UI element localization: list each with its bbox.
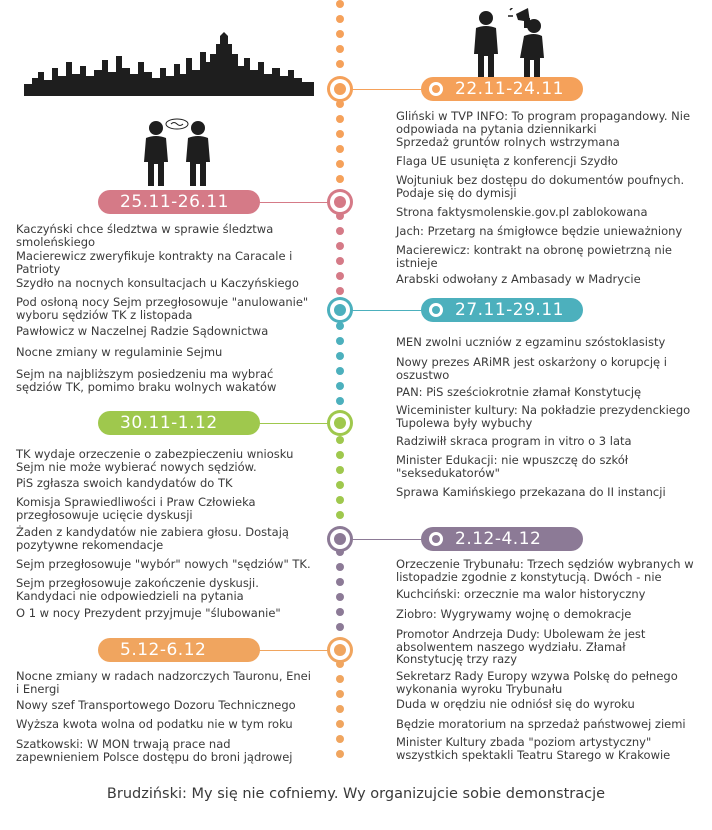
timeline-dot xyxy=(336,593,344,601)
timeline-dot xyxy=(336,705,344,713)
timeline-dot xyxy=(336,272,344,280)
timeline-dot xyxy=(336,227,344,235)
timeline-event: Sejm na najbliższym posiedzeniu ma wybrać sędziów TK, pomimo braku wolnych wakatów xyxy=(16,367,277,394)
period-label xyxy=(98,190,260,214)
timeline-event: Jach: Przetarg na śmigłowce będzie unieważniony xyxy=(396,224,683,238)
timeline-event: PAN: PiS sześciokrotnie złamał Konstytucję xyxy=(396,385,642,399)
timeline-connector xyxy=(352,539,422,540)
footer-quote: Brudziński: My się nie cofniemy. Wy organizujcie sobie demonstracje xyxy=(106,786,606,802)
timeline-dot xyxy=(336,242,344,250)
timeline-dot xyxy=(336,30,344,38)
timeline-event: Macierewicz zweryfikuje kontrakty na Caracale i Patrioty xyxy=(16,249,293,276)
people-megaphone-icon xyxy=(470,8,560,80)
period-marker-icon xyxy=(429,303,443,317)
timeline-dot xyxy=(336,720,344,728)
timeline-event: Promotor Andrzeja Dudy: Ubolewam że jest absolwentem naszego wydziału. Złamał Konstytucję trzy razy xyxy=(396,627,646,666)
timeline-connector xyxy=(258,423,328,424)
timeline-event: Minister Kultury zbada "poziom artystyczny" wszystkich spektakli Teatru Starego w Krakowie xyxy=(396,735,671,762)
timeline-event: Komisja Sprawiedliwości i Praw Człowieka przegłosowuje ucięcie dyskusji xyxy=(16,495,256,522)
timeline-dot xyxy=(336,45,344,53)
timeline-event: Żaden z kandydatów nie zabiera głosu. Dostają pozytywne rekomendacje xyxy=(16,525,289,552)
timeline-connector xyxy=(352,89,422,90)
timeline-event: Minister Edukacji: nie wpuszczę do szkół "seksedukatorów" xyxy=(396,453,629,480)
timeline-dot xyxy=(336,675,344,683)
period-label xyxy=(98,411,260,435)
timeline-dot xyxy=(336,496,344,504)
timeline-dot xyxy=(336,257,344,265)
period-label xyxy=(421,298,583,322)
timeline-dot xyxy=(336,160,344,168)
timeline-event: Arabski odwołany z Ambasady w Madrycie xyxy=(396,272,641,286)
period-label xyxy=(421,527,583,551)
timeline-event: Szydło na nocnych konsultacjach u Kaczyńskiego xyxy=(16,276,299,290)
period-label-text: 5.12-6.12 xyxy=(120,640,207,660)
timeline-connector xyxy=(352,310,422,311)
period-label-text: 25.11-26.11 xyxy=(120,192,229,212)
period-marker-icon xyxy=(429,532,443,546)
timeline-dot xyxy=(336,735,344,743)
timeline-dot xyxy=(336,608,344,616)
timeline-dot xyxy=(336,337,344,345)
timeline-event: Wiceminister kultury: Na pokładzie prezydenckiego Tupolewa były wybuchy xyxy=(396,403,691,430)
timeline-event: Macierewicz: kontrakt na obronę powietrzną nie istnieje xyxy=(396,243,672,270)
timeline-connector xyxy=(258,650,328,651)
people-arguing-icon xyxy=(140,118,220,188)
timeline-dot xyxy=(336,397,344,405)
timeline-dot xyxy=(336,451,344,459)
timeline-event: TK wydaje orzeczenie o zabezpieczeniu wniosku Sejm nie może wybierać nowych sędziów. xyxy=(16,447,294,474)
timeline-event: Szatkowski: W MON trwają prace nad zapewnieniem Polsce dostępu do broni jądrowej xyxy=(16,737,293,764)
timeline-dot xyxy=(336,115,344,123)
timeline-event: Sekretarz Rady Europy wzywa Polskę do pełnego wykonania wyroku Trybunału xyxy=(396,669,678,696)
timeline-event: Pawłowicz w Naczelnej Radzie Sądownictwa xyxy=(16,324,269,338)
timeline-dot xyxy=(336,0,344,8)
timeline-event: Ziobro: Wygrywamy wojnę o demokracje xyxy=(396,607,632,621)
timeline-dot xyxy=(336,436,344,444)
timeline-event: Strona faktysmolenskie.gov.pl zablokowana xyxy=(396,205,648,219)
timeline-event: Sejm przegłosowuje "wybór" nowych "sędziów" TK. xyxy=(16,557,311,571)
timeline-dot xyxy=(336,322,344,330)
timeline-node xyxy=(327,189,353,215)
city-skyline-icon xyxy=(24,32,314,98)
timeline-event: Orzeczenie Trybunału: Trzech sędziów wybranych w listopadzie zgodnie z konstytucją. Dwóch - nie xyxy=(396,557,694,584)
timeline-event: Wyższa kwota wolna od podatku nie w tym roku xyxy=(16,717,293,731)
timeline-event: Nocne zmiany w radach nadzorczych Tauronu, Enei i Energi xyxy=(16,669,311,696)
timeline-event: Kaczyński chce śledztwa w sprawie śledztwa smoleńskiego xyxy=(16,222,274,249)
timeline-dot xyxy=(336,511,344,519)
period-label xyxy=(98,638,260,662)
timeline-event: Sejm przegłosowuje zakończenie dyskusji. Kandydaci nie odpowiedzieli na pytania xyxy=(16,576,259,603)
timeline-event: Pod osłoną nocy Sejm przegłosowuje "anulowanie" wyboru sędziów TK z listopada xyxy=(16,295,309,322)
timeline-dot xyxy=(336,750,344,758)
timeline-dot xyxy=(336,15,344,23)
timeline-event: Radziwiłł skraca program in vitro o 3 lata xyxy=(396,434,632,448)
timeline-dot xyxy=(336,130,344,138)
timeline-event: PiS zgłasza swoich kandydatów do TK xyxy=(16,476,233,490)
timeline-event: Sprzedaż gruntów rolnych wstrzymana xyxy=(396,135,620,149)
timeline-dot xyxy=(336,466,344,474)
timeline-dot xyxy=(336,60,344,68)
timeline-dot xyxy=(336,367,344,375)
timeline-node xyxy=(327,637,353,663)
timeline-dot xyxy=(336,352,344,360)
timeline-event: Nocne zmiany w regulaminie Sejmu xyxy=(16,345,223,359)
timeline-node xyxy=(327,410,353,436)
timeline-event: Sprawa Kamińskiego przekazana do II instancji xyxy=(396,485,666,499)
timeline-event: Nowy prezes ARiMR jest oskarżony o korupcję i oszustwo xyxy=(396,355,667,382)
timeline-connector xyxy=(258,202,328,203)
timeline-event: Nowy szef Transportowego Dozoru Technicznego xyxy=(16,698,296,712)
timeline-event: Flaga UE usunięta z konferencji Szydło xyxy=(396,154,618,168)
timeline-event: Wojtuniuk bez dostępu do dokumentów poufnych. Podaje się do dymisji xyxy=(396,173,685,200)
timeline-dot xyxy=(336,175,344,183)
timeline-event: MEN zwolni uczniów z egzaminu szóstoklasisty xyxy=(396,335,666,349)
timeline-node xyxy=(327,297,353,323)
timeline-dot xyxy=(336,563,344,571)
timeline-dot xyxy=(336,382,344,390)
timeline-dot xyxy=(336,690,344,698)
timeline-event: Kuchciński: orzecznie ma walor historyczny xyxy=(396,587,646,601)
timeline-dot xyxy=(336,145,344,153)
timeline-node xyxy=(327,526,353,552)
period-label xyxy=(421,77,583,101)
period-label-text: 2.12-4.12 xyxy=(455,529,542,549)
timeline-dot xyxy=(336,623,344,631)
period-label-text: 27.11-29.11 xyxy=(455,300,564,320)
timeline-node xyxy=(327,76,353,102)
timeline-dot xyxy=(336,578,344,586)
timeline-event: O 1 w nocy Prezydent przyjmuje "ślubowanie" xyxy=(16,606,281,620)
period-label-text: 30.11-1.12 xyxy=(120,413,218,433)
timeline-dot xyxy=(336,481,344,489)
timeline-event: Będzie moratorium na sprzedaż państwowej ziemi xyxy=(396,717,686,731)
period-marker-icon xyxy=(429,82,443,96)
period-label-text: 22.11-24.11 xyxy=(455,79,564,99)
timeline-event: Duda w orędziu nie odniósł się do wyroku xyxy=(396,697,635,711)
timeline-event: Gliński w TVP INFO: To program propagandowy. Nie odpowiada na pytania dziennikarki xyxy=(396,109,691,136)
timeline-dot xyxy=(336,287,344,295)
